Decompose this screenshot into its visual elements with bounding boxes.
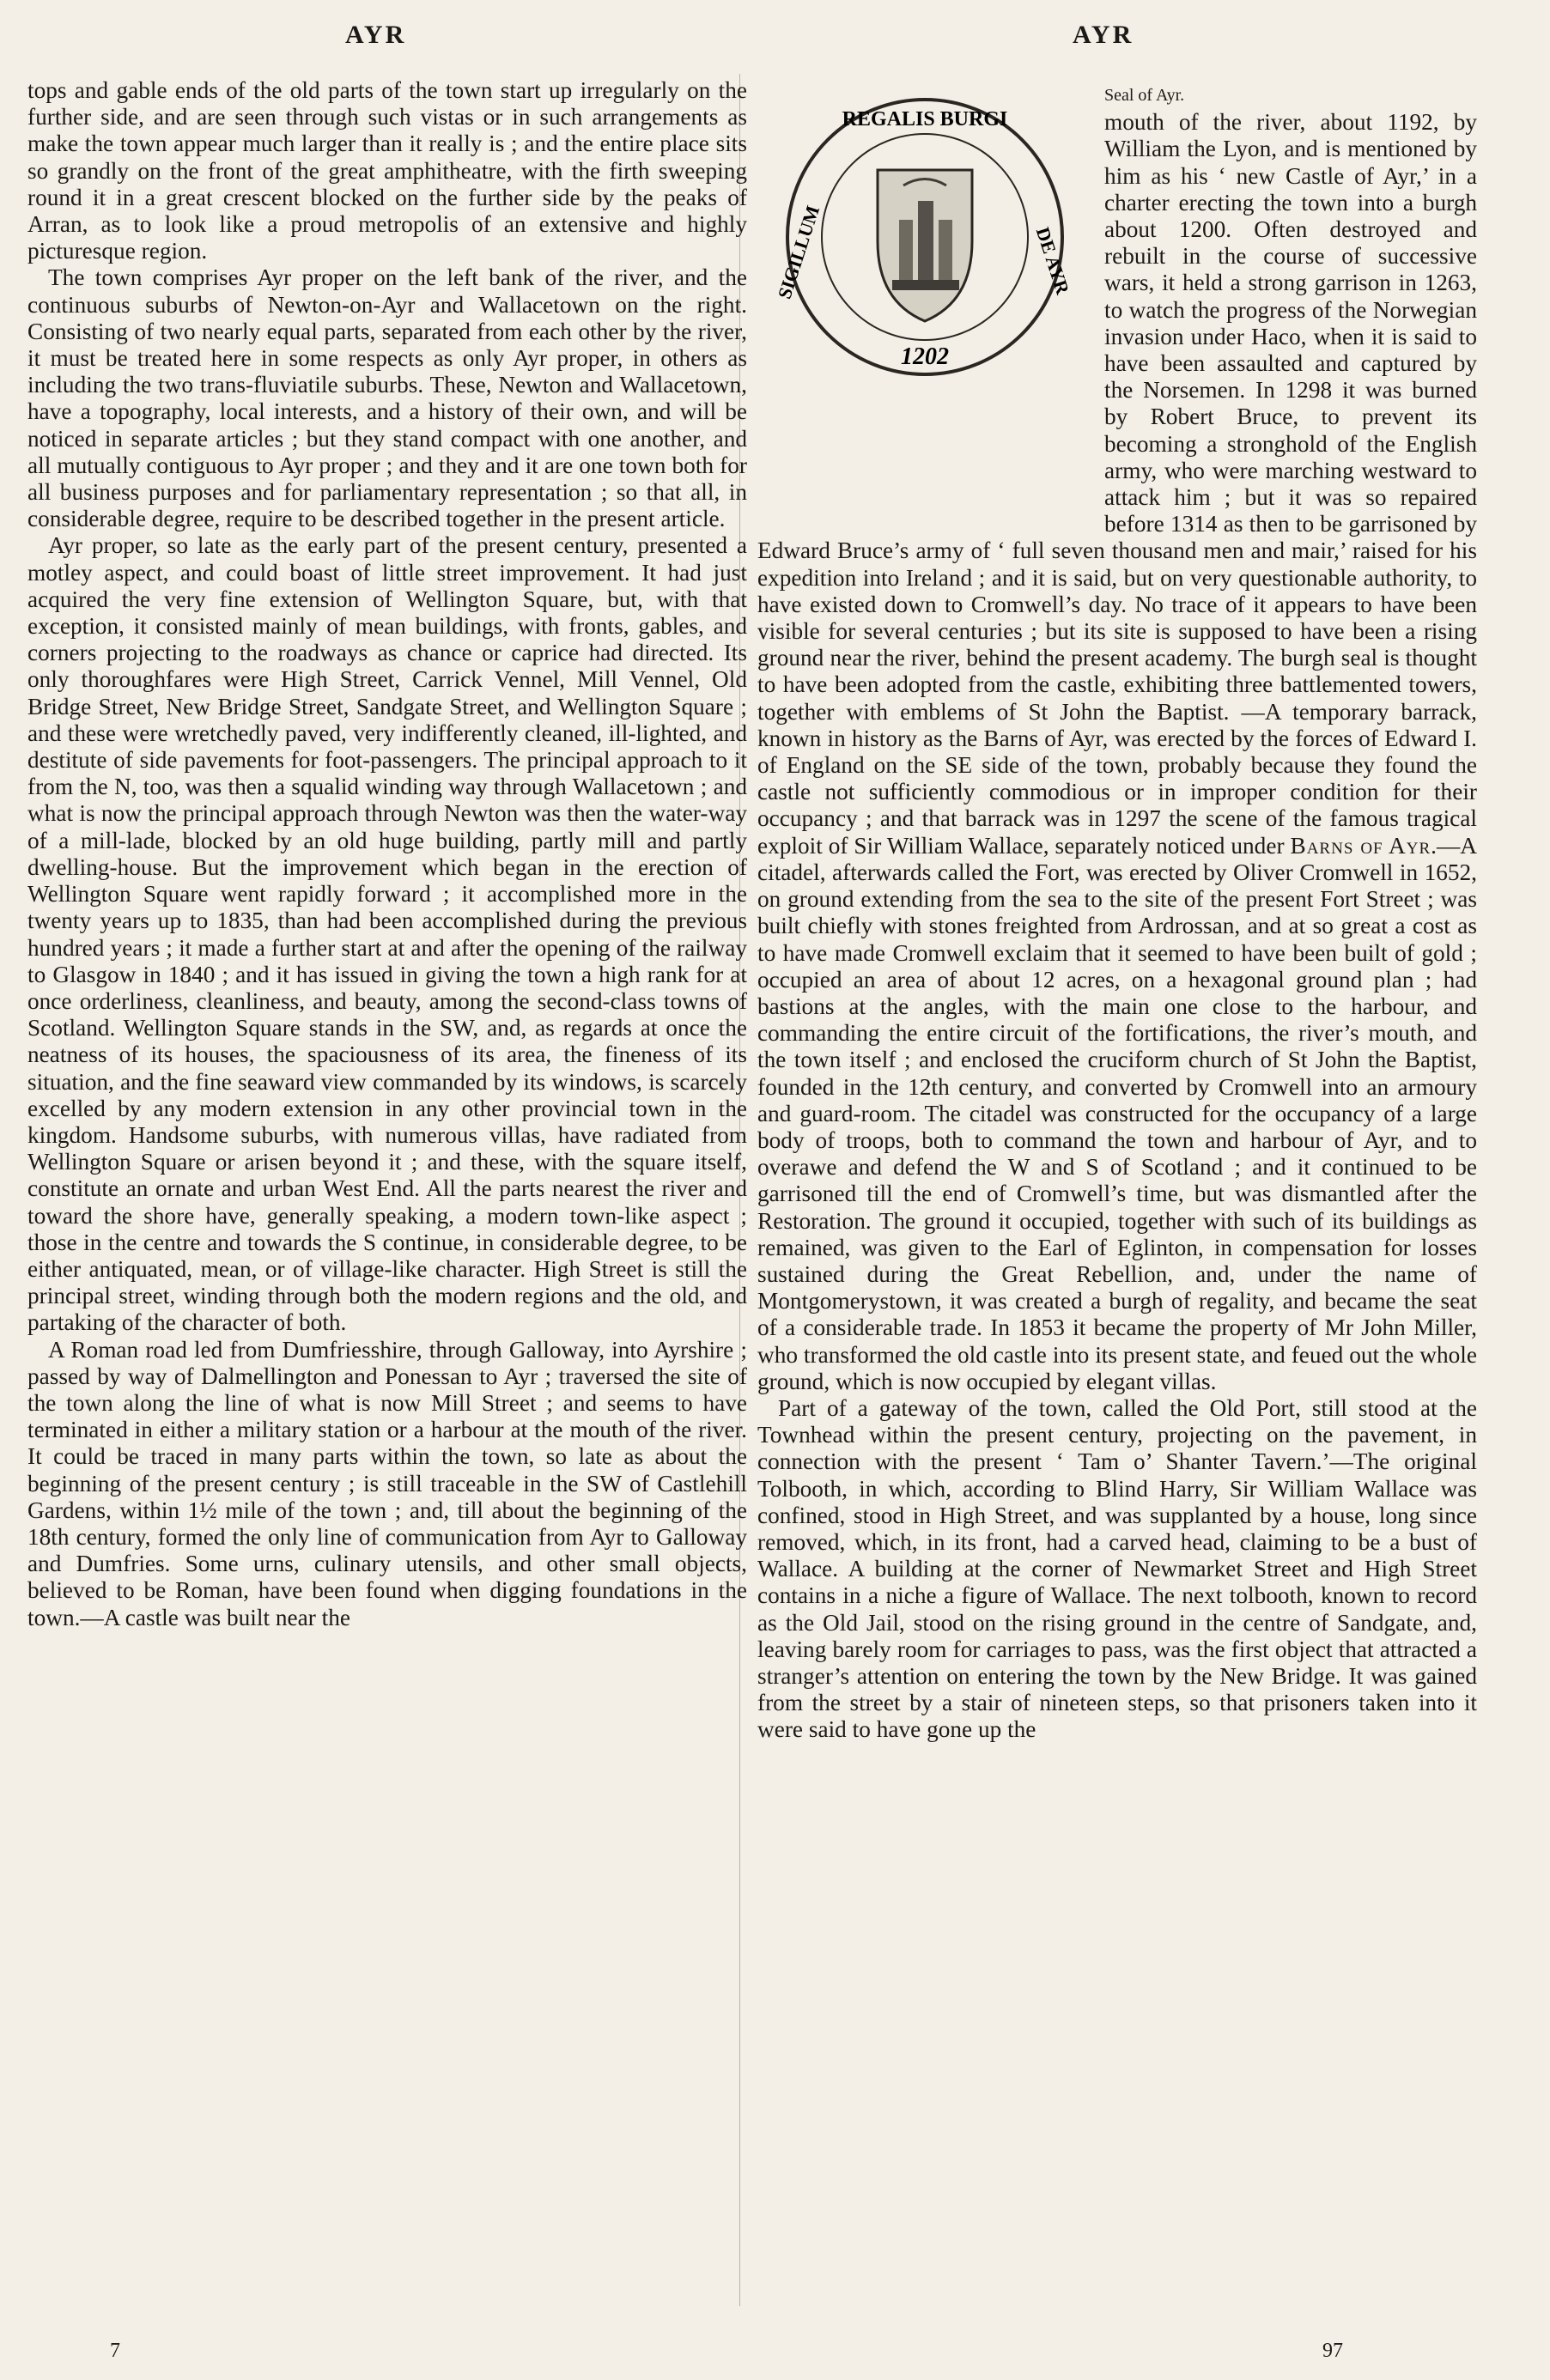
running-header-right: AYR — [1073, 21, 1134, 49]
paragraph-text: mouth of the river, about 1192, by William the Lyon, and is mentioned by him as his ‘ new Castle of Ayr,’ in a charter erecting the town into a burgh about 1200. Often destroyed and rebuilt in the course of successive wars, it held a strong garrison in 1263, to watch the progress of the Norwegian invasion under Haco, when it is said to have been assaulted and captured by the Norsemen. In 1298 it was burned by Robert Bruce, to prevent its becoming a stronghold of the English army, who were marching westward to attack him ; but it was so repaired before 1314 as then to be garrisoned by Edward Bruce’s army of ‘ full seven thousand men and mair,’ raised for his expedition into Ireland ; and it is said, but on very questionable authority, to have existed down to Cromwell’s day. No trace of it appears to have been visible for several centuries ; but its site is supposed to have been a rising ground near the river, behind the present academy. The burgh seal is thought to have been adopted from the castle, exhibiting three battlemented towers, together with emblems of St John the Baptist. —A temporary barrack, known in history as the Barns of Ayr, was erected by the forces of Edward I. of England on the SE side of the town, probably because they found the castle not sufficiently commodious or in improper condition for their occupancy ; and that barrack was in 1297 the scene of the famous tragical exploit of Sir William Wallace, separately noticed under — [757, 109, 1477, 859]
seal-legend-left: SIGILLUM — [773, 203, 824, 302]
seal-legend-top: REGALIS BURGI — [842, 108, 1008, 131]
figure-caption: Seal of Ayr. — [1104, 86, 1185, 105]
paragraph: tops and gable ends of the old parts of the town start up irregularly on the further side, and are seen through such vistas or in such arrangements as make the town appear much larger than it really is ; and the entire place sits so grandly on the front of the great amphitheatre, with the firth sweeping round it in a great crescent blocked on the further side by the peaks of Arran, as to look like a proud metropolis of an extensive and highly picturesque region. — [27, 77, 747, 264]
page-number: 97 — [1322, 2340, 1343, 2362]
paragraph: Ayr proper, so late as the early part of the present century, presented a motley aspect, and could boast of little street improvement. It had just acquired the very fine extension of Wellington Square, but, with that exception, it consisted mainly of mean buildings, with fronts, gables, and corners projecting to the roadways as chance or caprice had directed. Its only thoroughfares were High Street, Carrick Vennel, Mill Vennel, Old Bridge Street, New Bridge Street, Sandgate Street, and Wellington Square ; and these were wretchedly paved, very indifferently cleaned, ill-lighted, and destitute of side pavements for foot-passengers. The principal approach to it from the N, too, was then a squalid winding way through Wallacetown ; and what is now the principal approach through Newton was then the water-way of a mill-lade, blocked by an old huge building, partly mill and partly dwelling-house. But the improvement which began in the erection of Wellington Square went rapidly forward ; it accomplished more in the twenty years up to 1835, than had been accomplished during the previous hundred years ; it made a further start at and after the opening of the railway to Glasgow in 1840 ; and it has issued in giving the town a high rank for at once orderliness, cleanliness, and beauty, among the second-class towns of Scotland. Wellington Square stands in the SW, and, as regards at once the neatness of its houses, the spaciousness of its area, the fineness of its situation, and the fine seaward view commanded by its windows, is scarcely excelled by any modern extension in any other provincial town in the kingdom. Handsome suburbs, with numerous villas, have radiated from Wellington Square or arisen beyond it ; and these, with the square itself, constitute an ornate and urban West End. All the parts nearest the river and toward the shore have, generally speaking, a modern town-like aspect ; those in the centre and towards the S continue, in considerable degree, to be either antiquated, mean, or of village-like character. High Street is still the principal street, winding through both the modern regions and the old, and partaking of the character of both. — [27, 532, 747, 1336]
seal-legend-right: DE AYR — [1031, 224, 1074, 297]
seal-figure — [757, 82, 1092, 529]
signature-mark: 7 — [110, 2340, 120, 2362]
paragraph-text: .—A citadel, afterwards called the Fort, was erected by Oliver Cromwell in 1652, on ground extending from the sea to the site of the present Fort Street ; was built chiefly with stones freighted from Ardrossan, and at so great a cost as to have made Cromwell exclaim that it seemed to have been built of gold ; occupied an area of about 12 acres, on a hexagonal ground plan ; had bastions at the angles, with the main one close to the harbour, and commanding the entire circuit of the fortifications, the river’s mouth, and the town itself ; and enclosed the cruciform church of St John the Baptist, founded in the 12th century, and converted by Cromwell into an armoury and guard-room. The citadel was constructed for the occupancy of a large body of troops, both to command the town and harbour of Ayr, and to overawe and defend the W and S of Scotland ; and it continued to be garrisoned till the end of Cromwell’s time, but was dismantled after the Restoration. The ground it occupied, together with such of its buildings as remained, was given to the Earl of Eglinton, in compensation for losses sustained during the Great Rebellion, and, under the name of Montgomerystown, it was created a burgh of regality, and became the seat of a considerable trade. In 1853 it became the property of Mr John Miller, who transformed the old castle into its present state, and feued out the whole ground, which is now occupied by elegant villas. — [757, 832, 1478, 1394]
right-column — [757, 77, 1477, 1744]
left-column — [27, 77, 747, 1631]
paragraph: The town comprises Ayr proper on the left bank of the river, and the continuous suburbs of Newton-on-Ayr and Wallacetown on the right. Consisting of two nearly equal parts, separated from each other by the river, it must be treated here in some respects as only Ayr proper, in others as including the two trans-fluviatile suburbs. These, Newton and Wallacetown, have a topography, local interests, and a history of their own, and will be noticed in separate articles ; but they stand compact with one another, and all mutually contiguous to Ayr proper ; and they and it are one town both for all business purposes and for parliamentary representation ; so that all, in considerable degree, require to be described together in the present article. — [27, 264, 747, 532]
seal-year: 1202 — [901, 343, 949, 370]
seal-of-ayr-image — [773, 91, 1074, 383]
paragraph: A Roman road led from Dumfriesshire, through Galloway, into Ayrshire ; passed by way of Dalmellington and Ponessan to Ayr ; traversed the site of the town along the line of what is now Mill Street ; and seems to have terminated in either a military station or a harbour at the mouth of the river. It could be traced in many parts within the town, so late as about the beginning of the present century ; is still traceable in the SW of Castlehill Gardens, within 1½ mile of the town ; and, till about the beginning of the 18th century, formed the only line of communication from Ayr to Galloway and Dumfries. Some urns, culinary utensils, and other small objects, believed to be Roman, have been found when digging foundations in the town.—A castle was built near the — [27, 1336, 747, 1630]
cross-reference: Barns of Ayr — [1290, 832, 1431, 859]
paragraph: Part of a gateway of the town, called the Old Port, still stood at the Townhead within the present century, projecting on the pavement, in connection with the present ‘ Tam o’ Shanter Tavern.’—The original Tolbooth, in which, according to Blind Harry, Sir William Wallace was confined, stood in High Street, and was supplanted by a house, long since removed, which, in its front, had a carved head, claiming to be a bust of Wallace. A building at the corner of Newmarket Street and High Street contains in a niche a figure of Wallace. The next tolbooth, known to record as the Old Jail, stood on the rising ground in the centre of Sandgate, and, leaving barely room for carriages to pass, was the first object that attracted a stranger’s attention on entering the town by the New Bridge. It was gained from the street by a stair of nineteen steps, so that prisoners taken into it were said to have gone up the — [757, 1394, 1477, 1743]
running-header-left: AYR — [345, 21, 407, 49]
